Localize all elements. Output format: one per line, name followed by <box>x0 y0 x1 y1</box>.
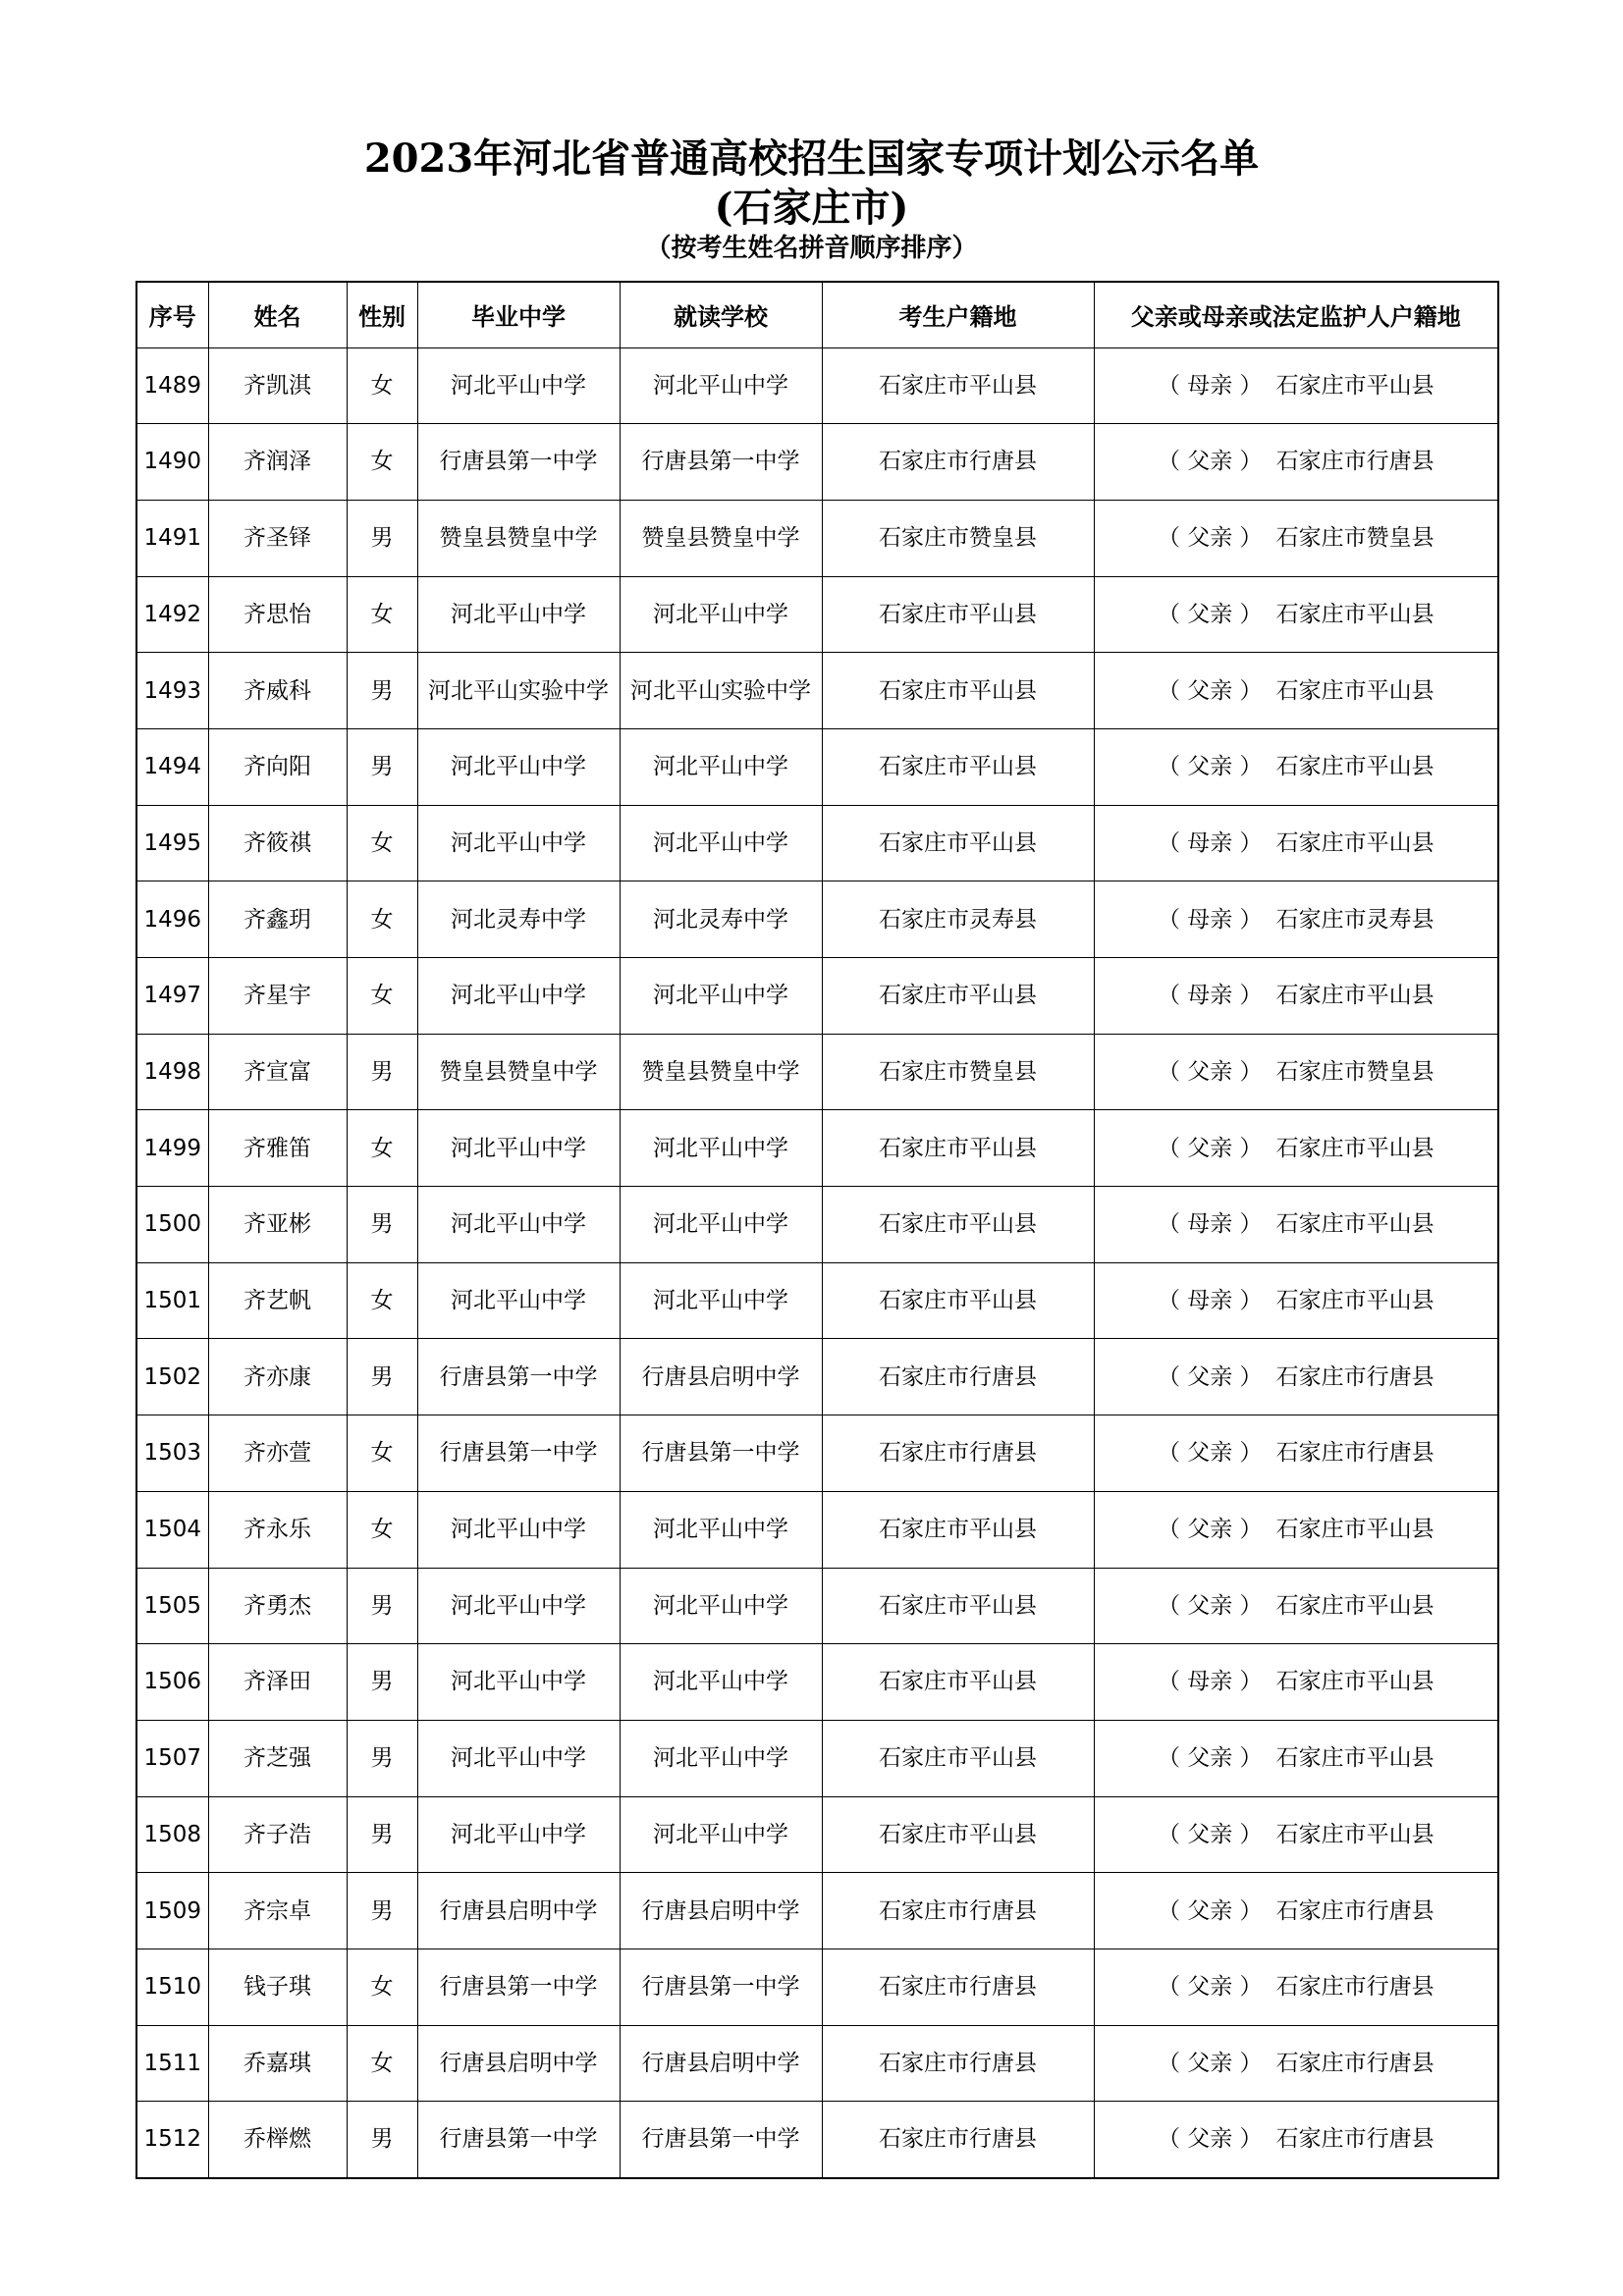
guardian-household-cell <box>1094 805 1498 881</box>
name-cell: 钱子琪 <box>208 1949 347 2025</box>
gender-cell: 女 <box>347 958 417 1035</box>
gender-cell: 女 <box>347 1949 417 2025</box>
guardian-place: 石家庄市行唐县 <box>1275 1974 1434 2001</box>
table-row <box>136 805 1498 881</box>
seq-cell: 1504 <box>136 1491 208 1568</box>
gender-cell: 男 <box>347 1034 417 1110</box>
table-row <box>136 1644 1498 1721</box>
column-header-name: 姓名 <box>208 282 347 347</box>
grad-school-cell: 行唐县第一中学 <box>417 1339 620 1415</box>
current-school-cell: 河北平山中学 <box>620 347 822 424</box>
household-cell: 石家庄市平山县 <box>822 576 1094 653</box>
table-row <box>136 576 1498 653</box>
seq-cell: 1494 <box>136 728 208 805</box>
guardian-household-cell <box>1094 576 1498 653</box>
guardian-household-cell <box>1094 1796 1498 1873</box>
gender-cell: 女 <box>347 2025 417 2102</box>
household-cell: 石家庄市行唐县 <box>822 2102 1094 2178</box>
current-school-cell: 行唐县启明中学 <box>620 1339 822 1415</box>
table-row <box>136 347 1498 424</box>
household-cell: 石家庄市平山县 <box>822 1644 1094 1721</box>
household-cell: 石家庄市平山县 <box>822 1491 1094 1568</box>
gender-cell: 男 <box>347 1187 417 1263</box>
gender-cell: 男 <box>347 1339 417 1415</box>
seq-cell: 1511 <box>136 2025 208 2102</box>
guardian-relation: （ 父亲 ） <box>1157 525 1263 552</box>
guardian-relation: （ 父亲 ） <box>1157 1821 1263 1847</box>
guardian-place: 石家庄市平山县 <box>1275 677 1434 704</box>
current-school-cell: 赞皇县赞皇中学 <box>620 1034 822 1110</box>
name-cell: 齐亚彬 <box>208 1187 347 1263</box>
guardian-place: 石家庄市平山县 <box>1275 754 1434 780</box>
grad-school-cell: 行唐县第一中学 <box>417 424 620 501</box>
seq-cell: 1502 <box>136 1339 208 1415</box>
table-row <box>136 1873 1498 1949</box>
current-school-cell: 河北平山中学 <box>620 1796 822 1873</box>
table-row <box>136 653 1498 729</box>
grad-school-cell: 赞皇县赞皇中学 <box>417 1034 620 1110</box>
table-row <box>136 1568 1498 1644</box>
current-school-cell: 河北平山中学 <box>620 1644 822 1721</box>
seq-cell: 1501 <box>136 1262 208 1339</box>
guardian-place: 石家庄市平山县 <box>1275 372 1434 399</box>
household-cell: 石家庄市平山县 <box>822 1110 1094 1187</box>
household-cell: 石家庄市平山县 <box>822 1262 1094 1339</box>
grad-school-cell: 赞皇县赞皇中学 <box>417 500 620 576</box>
grad-school-cell: 行唐县启明中学 <box>417 2025 620 2102</box>
current-school-cell: 河北平山中学 <box>620 728 822 805</box>
current-school-cell: 河北平山中学 <box>620 1110 822 1187</box>
guardian-place: 石家庄市行唐县 <box>1275 2126 1434 2153</box>
guardian-relation: （ 母亲 ） <box>1157 983 1263 1009</box>
guardian-household-cell <box>1094 424 1498 501</box>
gender-cell: 女 <box>347 424 417 501</box>
table-row <box>136 1720 1498 1796</box>
grad-school-cell: 河北灵寿中学 <box>417 881 620 958</box>
gender-cell: 男 <box>347 2102 417 2178</box>
name-cell: 齐亦萱 <box>208 1415 347 1492</box>
guardian-place: 石家庄市行唐县 <box>1275 1897 1434 1924</box>
guardian-place: 石家庄市平山县 <box>1275 1135 1434 1161</box>
household-cell: 石家庄市行唐县 <box>822 1873 1094 1949</box>
column-header-seq: 序号 <box>136 282 208 347</box>
current-school-cell: 河北平山中学 <box>620 1187 822 1263</box>
guardian-household-cell <box>1094 500 1498 576</box>
guardian-relation: （ 父亲 ） <box>1157 1440 1263 1467</box>
table-row <box>136 1187 1498 1263</box>
guardian-household-cell <box>1094 958 1498 1035</box>
guardian-relation: （ 母亲 ） <box>1157 1669 1263 1695</box>
seq-cell: 1498 <box>136 1034 208 1110</box>
column-header-guardian-household: 父亲或母亲或法定监护人户籍地 <box>1094 282 1498 347</box>
guardian-relation: （ 父亲 ） <box>1157 1745 1263 1772</box>
guardian-place: 石家庄市行唐县 <box>1275 2050 1434 2076</box>
name-cell: 齐芝强 <box>208 1720 347 1796</box>
household-cell: 石家庄市行唐县 <box>822 1339 1094 1415</box>
current-school-cell: 行唐县第一中学 <box>620 2102 822 2178</box>
guardian-household-cell <box>1094 653 1498 729</box>
gender-cell: 男 <box>347 728 417 805</box>
guardian-place: 石家庄市平山县 <box>1275 1211 1434 1238</box>
guardian-relation: （ 父亲 ） <box>1157 2126 1263 2153</box>
household-cell: 石家庄市平山县 <box>822 1720 1094 1796</box>
guardian-place: 石家庄市平山县 <box>1275 1592 1434 1619</box>
household-cell: 石家庄市行唐县 <box>822 1415 1094 1492</box>
name-cell: 齐宣富 <box>208 1034 347 1110</box>
name-cell: 齐筱祺 <box>208 805 347 881</box>
guardian-place: 石家庄市赞皇县 <box>1275 525 1434 552</box>
guardian-relation: （ 母亲 ） <box>1157 1288 1263 1314</box>
name-cell: 齐雅笛 <box>208 1110 347 1187</box>
guardian-place: 石家庄市平山县 <box>1275 983 1434 1009</box>
guardian-household-cell <box>1094 728 1498 805</box>
seq-cell: 1499 <box>136 1110 208 1187</box>
guardian-place: 石家庄市灵寿县 <box>1275 906 1434 933</box>
household-cell: 石家庄市赞皇县 <box>822 500 1094 576</box>
table-row <box>136 1415 1498 1492</box>
grad-school-cell: 河北平山中学 <box>417 1644 620 1721</box>
grad-school-cell: 河北平山中学 <box>417 1796 620 1873</box>
grad-school-cell: 河北平山中学 <box>417 1187 620 1263</box>
household-cell: 石家庄市灵寿县 <box>822 881 1094 958</box>
guardian-household-cell <box>1094 1415 1498 1492</box>
guardian-place: 石家庄市平山县 <box>1275 1517 1434 1543</box>
current-school-cell: 行唐县第一中学 <box>620 1949 822 2025</box>
seq-cell: 1507 <box>136 1720 208 1796</box>
table-body <box>136 347 1498 2178</box>
gender-cell: 男 <box>347 1873 417 1949</box>
household-cell: 石家庄市行唐县 <box>822 2025 1094 2102</box>
current-school-cell: 赞皇县赞皇中学 <box>620 500 822 576</box>
current-school-cell: 河北平山中学 <box>620 805 822 881</box>
guardian-relation: （ 父亲 ） <box>1157 1592 1263 1619</box>
gender-cell: 女 <box>347 347 417 424</box>
current-school-cell: 河北平山中学 <box>620 958 822 1035</box>
table-row <box>136 500 1498 576</box>
table-row <box>136 1034 1498 1110</box>
current-school-cell: 河北平山中学 <box>620 1262 822 1339</box>
gender-cell: 男 <box>347 653 417 729</box>
guardian-relation: （ 父亲 ） <box>1157 677 1263 704</box>
guardian-relation: （ 母亲 ） <box>1157 829 1263 856</box>
household-cell: 石家庄市平山县 <box>822 653 1094 729</box>
current-school-cell: 行唐县第一中学 <box>620 1415 822 1492</box>
gender-cell: 女 <box>347 881 417 958</box>
guardian-place: 石家庄市赞皇县 <box>1275 1058 1434 1085</box>
table-row <box>136 424 1498 501</box>
guardian-relation: （ 父亲 ） <box>1157 449 1263 475</box>
guardian-relation: （ 父亲 ） <box>1157 1363 1263 1390</box>
seq-cell: 1489 <box>136 347 208 424</box>
name-cell: 乔榉燃 <box>208 2102 347 2178</box>
guardian-relation: （ 母亲 ） <box>1157 372 1263 399</box>
column-header-gender: 性别 <box>347 282 417 347</box>
name-cell: 齐亦康 <box>208 1339 347 1415</box>
household-cell: 石家庄市行唐县 <box>822 424 1094 501</box>
name-cell: 齐威科 <box>208 653 347 729</box>
table-row <box>136 1949 1498 2025</box>
guardian-household-cell <box>1094 347 1498 424</box>
seq-cell: 1510 <box>136 1949 208 2025</box>
household-cell: 石家庄市平山县 <box>822 1796 1094 1873</box>
guardian-household-cell <box>1094 1568 1498 1644</box>
name-cell: 乔嘉琪 <box>208 2025 347 2102</box>
grad-school-cell: 河北平山中学 <box>417 576 620 653</box>
grad-school-cell: 河北平山中学 <box>417 1491 620 1568</box>
gender-cell: 男 <box>347 1644 417 1721</box>
guardian-relation: （ 父亲 ） <box>1157 1517 1263 1543</box>
table-row <box>136 728 1498 805</box>
guardian-household-cell <box>1094 881 1498 958</box>
name-cell: 齐圣铎 <box>208 500 347 576</box>
page-title: 2023年河北省普通高校招生国家专项计划公示名单 <box>363 135 1260 182</box>
guardian-relation: （ 父亲 ） <box>1157 1974 1263 2001</box>
column-header-current-school: 就读学校 <box>620 282 822 347</box>
guardian-place: 石家庄市平山县 <box>1275 1288 1434 1314</box>
guardian-place: 石家庄市行唐县 <box>1275 1440 1434 1467</box>
seq-cell: 1491 <box>136 500 208 576</box>
guardian-household-cell <box>1094 1339 1498 1415</box>
table-row <box>136 2102 1498 2178</box>
gender-cell: 女 <box>347 1110 417 1187</box>
roster-table <box>135 281 1499 2179</box>
table-row <box>136 1491 1498 1568</box>
gender-cell: 女 <box>347 1262 417 1339</box>
current-school-cell: 河北平山中学 <box>620 1720 822 1796</box>
household-cell: 石家庄市平山县 <box>822 728 1094 805</box>
guardian-relation: （ 父亲 ） <box>1157 754 1263 780</box>
column-header-grad-school: 毕业中学 <box>417 282 620 347</box>
gender-cell: 男 <box>347 500 417 576</box>
gender-cell: 女 <box>347 576 417 653</box>
name-cell: 齐凯淇 <box>208 347 347 424</box>
name-cell: 齐艺帆 <box>208 1262 347 1339</box>
guardian-household-cell <box>1094 2025 1498 2102</box>
guardian-relation: （ 母亲 ） <box>1157 1211 1263 1238</box>
seq-cell: 1506 <box>136 1644 208 1721</box>
guardian-household-cell <box>1094 1187 1498 1263</box>
grad-school-cell: 河北平山中学 <box>417 805 620 881</box>
guardian-relation: （ 父亲 ） <box>1157 2050 1263 2076</box>
guardian-relation: （ 父亲 ） <box>1157 1058 1263 1085</box>
page-subtitle: (石家庄市) <box>714 185 909 231</box>
table-header-row <box>136 282 1498 347</box>
current-school-cell: 行唐县第一中学 <box>620 424 822 501</box>
name-cell: 齐宗卓 <box>208 1873 347 1949</box>
table-row <box>136 1339 1498 1415</box>
guardian-place: 石家庄市平山县 <box>1275 601 1434 627</box>
gender-cell: 女 <box>347 1491 417 1568</box>
name-cell: 齐永乐 <box>208 1491 347 1568</box>
guardian-relation: （ 父亲 ） <box>1157 601 1263 627</box>
seq-cell: 1512 <box>136 2102 208 2178</box>
seq-cell: 1509 <box>136 1873 208 1949</box>
guardian-place: 石家庄市平山县 <box>1275 1821 1434 1847</box>
gender-cell: 男 <box>347 1796 417 1873</box>
seq-cell: 1496 <box>136 881 208 958</box>
current-school-cell: 行唐县启明中学 <box>620 1873 822 1949</box>
guardian-place: 石家庄市行唐县 <box>1275 449 1434 475</box>
guardian-household-cell <box>1094 1034 1498 1110</box>
guardian-relation: （ 父亲 ） <box>1157 1135 1263 1161</box>
gender-cell: 男 <box>347 1568 417 1644</box>
guardian-relation: （ 母亲 ） <box>1157 906 1263 933</box>
grad-school-cell: 河北平山中学 <box>417 1110 620 1187</box>
guardian-household-cell <box>1094 1262 1498 1339</box>
household-cell: 石家庄市行唐县 <box>822 1949 1094 2025</box>
grad-school-cell: 行唐县第一中学 <box>417 2102 620 2178</box>
current-school-cell: 河北平山中学 <box>620 1568 822 1644</box>
guardian-place: 石家庄市行唐县 <box>1275 1363 1434 1390</box>
gender-cell: 女 <box>347 805 417 881</box>
column-header-household: 考生户籍地 <box>822 282 1094 347</box>
gender-cell: 女 <box>347 1415 417 1492</box>
guardian-household-cell <box>1094 1110 1498 1187</box>
grad-school-cell: 行唐县第一中学 <box>417 1415 620 1492</box>
guardian-place: 石家庄市平山县 <box>1275 1745 1434 1772</box>
seq-cell: 1493 <box>136 653 208 729</box>
grad-school-cell: 行唐县第一中学 <box>417 1949 620 2025</box>
household-cell: 石家庄市平山县 <box>822 805 1094 881</box>
guardian-place: 石家庄市平山县 <box>1275 1669 1434 1695</box>
guardian-household-cell <box>1094 1720 1498 1796</box>
guardian-household-cell <box>1094 2102 1498 2178</box>
household-cell: 石家庄市平山县 <box>822 1568 1094 1644</box>
name-cell: 齐子浩 <box>208 1796 347 1873</box>
grad-school-cell: 河北平山中学 <box>417 728 620 805</box>
guardian-relation: （ 父亲 ） <box>1157 1897 1263 1924</box>
current-school-cell: 河北平山中学 <box>620 1491 822 1568</box>
grad-school-cell: 河北平山中学 <box>417 347 620 424</box>
grad-school-cell: 河北平山实验中学 <box>417 653 620 729</box>
table-row <box>136 1796 1498 1873</box>
name-cell: 齐鑫玥 <box>208 881 347 958</box>
grad-school-cell: 河北平山中学 <box>417 1262 620 1339</box>
grad-school-cell: 河北平山中学 <box>417 1720 620 1796</box>
gender-cell: 男 <box>347 1720 417 1796</box>
name-cell: 齐勇杰 <box>208 1568 347 1644</box>
seq-cell: 1492 <box>136 576 208 653</box>
current-school-cell: 河北平山实验中学 <box>620 653 822 729</box>
name-cell: 齐润泽 <box>208 424 347 501</box>
current-school-cell: 河北平山中学 <box>620 576 822 653</box>
sort-note: （按考生姓名拼音顺序排序） <box>645 234 978 263</box>
grad-school-cell: 河北平山中学 <box>417 1568 620 1644</box>
guardian-household-cell <box>1094 1491 1498 1568</box>
guardian-place: 石家庄市平山县 <box>1275 829 1434 856</box>
name-cell: 齐星宇 <box>208 958 347 1035</box>
table-row <box>136 2025 1498 2102</box>
table-row <box>136 958 1498 1035</box>
grad-school-cell: 河北平山中学 <box>417 958 620 1035</box>
household-cell: 石家庄市赞皇县 <box>822 1034 1094 1110</box>
seq-cell: 1505 <box>136 1568 208 1644</box>
table-row <box>136 1262 1498 1339</box>
name-cell: 齐向阳 <box>208 728 347 805</box>
guardian-household-cell <box>1094 1949 1498 2025</box>
seq-cell: 1497 <box>136 958 208 1035</box>
guardian-household-cell <box>1094 1644 1498 1721</box>
current-school-cell: 行唐县启明中学 <box>620 2025 822 2102</box>
name-cell: 齐思怡 <box>208 576 347 653</box>
name-cell: 齐泽田 <box>208 1644 347 1721</box>
table-row <box>136 1110 1498 1187</box>
household-cell: 石家庄市平山县 <box>822 347 1094 424</box>
household-cell: 石家庄市平山县 <box>822 1187 1094 1263</box>
current-school-cell: 河北灵寿中学 <box>620 881 822 958</box>
seq-cell: 1503 <box>136 1415 208 1492</box>
seq-cell: 1490 <box>136 424 208 501</box>
table-row <box>136 881 1498 958</box>
guardian-household-cell <box>1094 1873 1498 1949</box>
household-cell: 石家庄市平山县 <box>822 958 1094 1035</box>
grad-school-cell: 行唐县启明中学 <box>417 1873 620 1949</box>
seq-cell: 1500 <box>136 1187 208 1263</box>
seq-cell: 1508 <box>136 1796 208 1873</box>
seq-cell: 1495 <box>136 805 208 881</box>
